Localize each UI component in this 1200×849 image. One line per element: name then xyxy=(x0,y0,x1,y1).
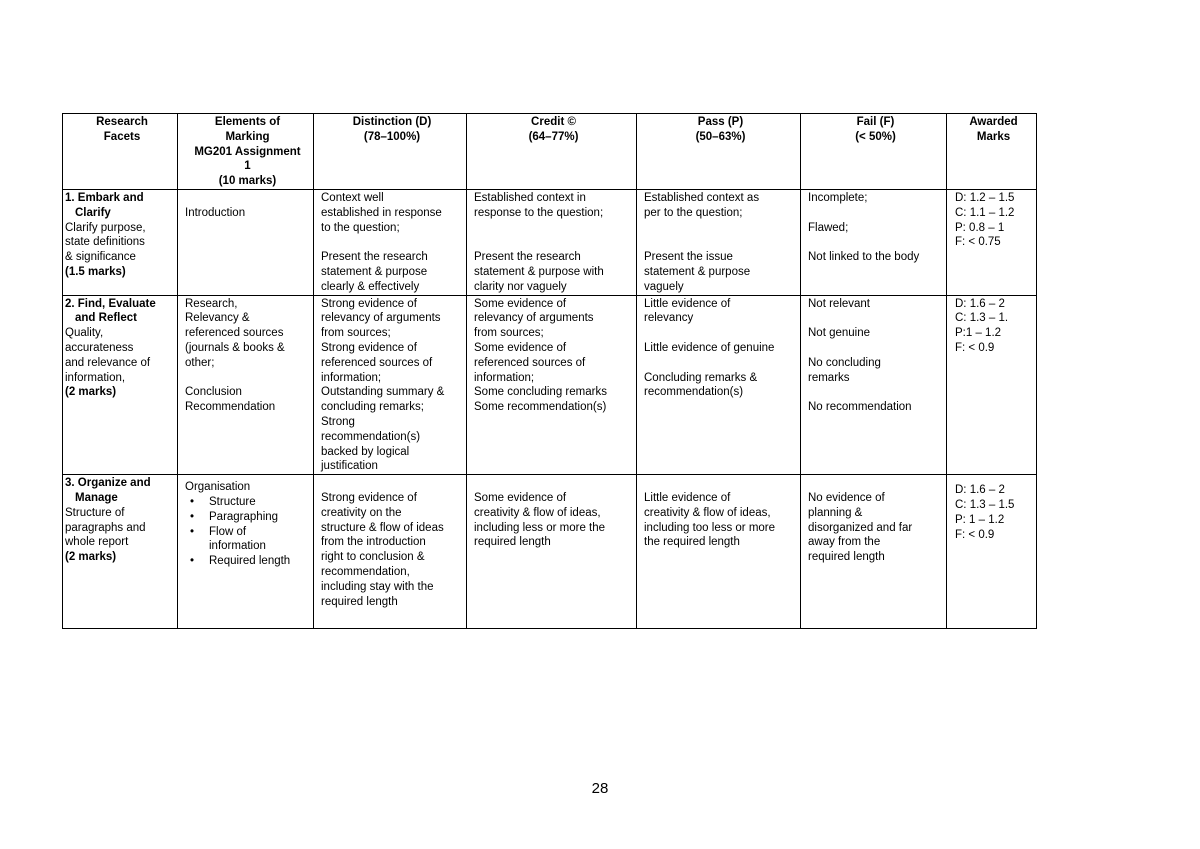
pass-cell: Little evidence of creativity & flow of ideas, including too less or more the required length xyxy=(637,475,801,629)
distinction-cell: Strong evidence of relevancy of arguments from sources; Strong evidence of referenced sources of information; Outstanding summary & concluding remarks; Strong recommendation(s) backed by logical justification xyxy=(314,295,467,475)
fail-cell: No evidence of planning & disorganized and far away from the required length xyxy=(801,475,947,629)
header-pass: Pass (P) (50–63%) xyxy=(637,114,801,190)
list-item: • Paragraphing xyxy=(190,510,279,523)
elements-cell: Organisation • Structure • Paragraphing • Flow of information • Required length xyxy=(178,475,314,629)
awarded-cell: D: 1.6 – 2 C: 1.3 – 1. P:1 – 1.2 F: < 0.9 xyxy=(947,295,1037,475)
fail-cell: Incomplete; Flawed; Not linked to the body xyxy=(801,190,947,296)
list-item: • Structure xyxy=(190,495,256,508)
table-row xyxy=(63,475,1037,629)
facet-cell: 3. Organize and Manage Structure of paragraphs and whole report (2 marks) xyxy=(63,475,178,629)
pass-cell: Established context as per to the question; Present the issue statement & purpose vaguely xyxy=(637,190,801,296)
awarded-cell: D: 1.6 – 2 C: 1.3 – 1.5 P: 1 – 1.2 F: < 0.9 xyxy=(947,475,1037,629)
page-number: 28 xyxy=(591,780,609,797)
header-fail: Fail (F) (< 50%) xyxy=(801,114,947,190)
awarded-cell: D: 1.2 – 1.5 C: 1.1 – 1.2 P: 0.8 – 1 F: < 0.75 xyxy=(947,190,1037,296)
header-awarded-marks: Awarded Marks xyxy=(947,114,1037,190)
header-elements-of-marking: Elements of Marking MG201 Assignment 1 (10 marks) xyxy=(178,114,314,190)
credit-cell: Established context in response to the question; Present the research statement & purpose with clarity nor vaguely xyxy=(467,190,637,296)
header-research-facets: Research Facets xyxy=(63,114,178,190)
table-row xyxy=(63,295,1037,475)
facet-cell: 1. Embark and Clarify Clarify purpose, state definitions & significance (1.5 marks) xyxy=(63,190,178,296)
table-header-row xyxy=(63,114,1037,190)
table-row xyxy=(63,190,1037,296)
distinction-cell: Strong evidence of creativity on the structure & flow of ideas from the introduction right to conclusion & recommendation, including stay with the required length xyxy=(314,475,467,629)
fail-cell: Not relevant Not genuine No concluding remarks No recommendation xyxy=(801,295,947,475)
header-credit: Credit © (64–77%) xyxy=(467,114,637,190)
facet-cell: 2. Find, Evaluate and Reflect Quality, accurateness and relevance of information, (2 marks) xyxy=(63,295,178,475)
credit-cell: Some evidence of creativity & flow of ideas, including less or more the required length xyxy=(467,475,637,629)
elements-cell: Introduction xyxy=(178,190,314,296)
list-item: • Required length xyxy=(190,555,291,568)
distinction-cell: Context well established in response to the question; Present the research statement & purpose clearly & effectively xyxy=(314,190,467,296)
marking-rubric-table xyxy=(62,113,1037,629)
credit-cell: Some evidence of relevancy of arguments from sources; Some evidence of referenced sources of information; Some concluding remarks Some recommendation(s) xyxy=(467,295,637,475)
list-item: • Flow of xyxy=(190,525,247,538)
header-distinction: Distinction (D) (78–100%) xyxy=(314,114,467,190)
pass-cell: Little evidence of relevancy Little evidence of genuine Concluding remarks & recommendation(s) xyxy=(637,295,801,475)
elements-cell: Research, Relevancy & referenced sources (journals & books & other; Conclusion Recommendation xyxy=(178,295,314,475)
